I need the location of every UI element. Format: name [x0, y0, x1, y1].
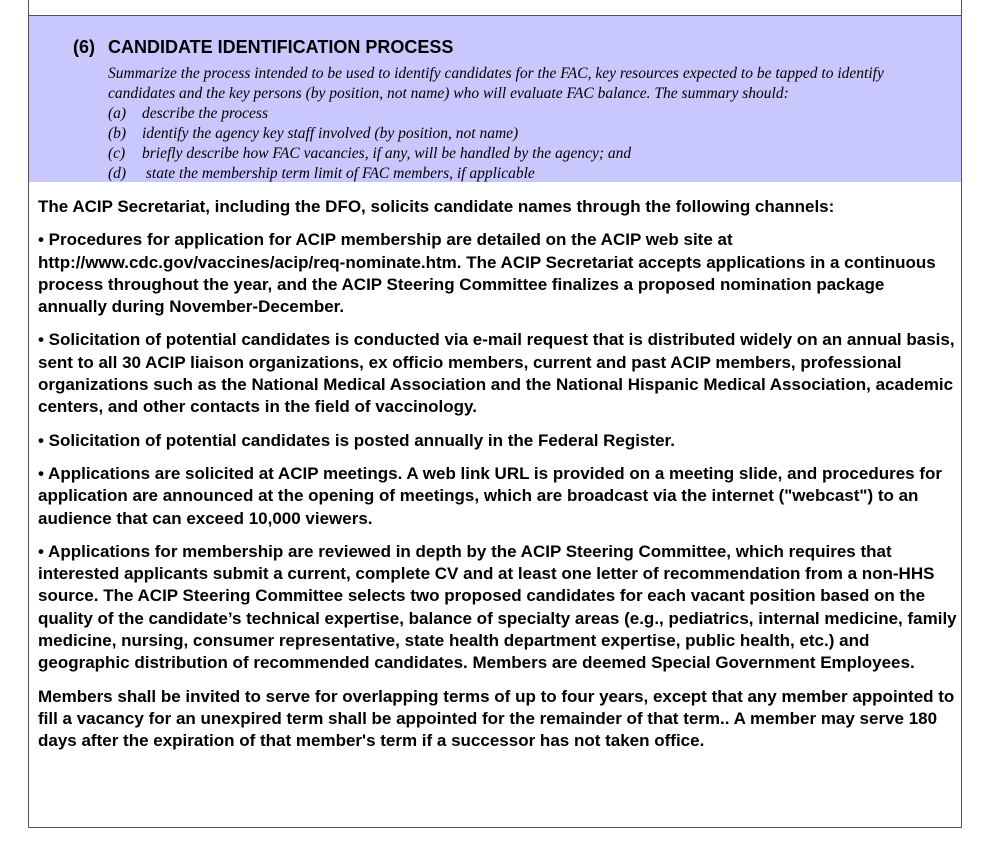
- instruction-item: [108, 124, 948, 144]
- instruction-letter: (b): [108, 125, 127, 142]
- response-box: [28, 182, 962, 828]
- instructions-box: [28, 15, 962, 183]
- instruction-item: [108, 104, 948, 124]
- form-page: [28, 0, 962, 828]
- response-bullet: • Solicitation of potential candidates is posted annually in the Federal Register.: [38, 430, 675, 450]
- instruction-item: [108, 144, 948, 164]
- instructions-text: [108, 64, 948, 184]
- instruction-letter: (a): [108, 105, 127, 122]
- instruction-text: identify the agency key staff involved (by position, not name): [142, 125, 519, 142]
- response-bullet: • Solicitation of potential candidates is conducted via e-mail request that is distributed widely on an annual basis, sent to all 30 ACIP liaison organizations, ex officio members, current and past ACIP members, professional organizations such as the National Medical Association and the National Hispanic Medical Association, academic centers, and other contacts in the field of vaccinology.: [38, 330, 955, 417]
- instruction-letter: (c): [108, 145, 126, 162]
- response-intro: The ACIP Secretariat, including the DFO, solicits candidate names through the following channels:: [38, 197, 835, 216]
- instruction-text: briefly describe how FAC vacancies, if any, will be handled by the agency; and: [142, 145, 632, 162]
- response-bullet: • Procedures for application for ACIP membership are detailed on the ACIP web site at http://www.cdc.gov/vaccines/acip/req-nominate.htm. The ACIP Secretariat accepts applications in a continuous process throughout the year, and the ACIP Steering Committee finalizes a proposed nomination package annually during November-December.: [38, 230, 936, 317]
- section-title: CANDIDATE IDENTIFICATION PROCESS: [108, 37, 454, 57]
- response-bullet: • Applications are solicited at ACIP meetings. A web link URL is provided on a meeting slide, and procedures for application are announced at the opening of meetings, which are broadcast via the internet ("webcast") to an audience that can exceed 10,000 viewers.: [38, 463, 942, 528]
- response-text: [38, 196, 958, 764]
- instruction-letter: (d): [108, 165, 127, 182]
- instruction-text: describe the process: [142, 105, 268, 122]
- instruction-item: [108, 164, 948, 184]
- instructions-summary: Summarize the process intended to be used to identify candidates for the FAC, key resources expected to be tapped to identify candidates and the key persons (by position, not name) who will evaluate FAC balance. The summary should:: [108, 65, 884, 102]
- section-number: (6): [73, 37, 95, 57]
- response-closing: Members shall be invited to serve for overlapping terms of up to four years, except that any member appointed to fill a vacancy for an unexpired term shall be appointed for the remainder of that term.. A member may serve 180 days after the expiration of that member's term if a successor has not taken office.: [38, 686, 955, 751]
- instruction-text: state the membership term limit of FAC members, if applicable: [142, 165, 535, 182]
- previous-section-edge: [28, 0, 962, 15]
- response-bullet: • Applications for membership are reviewed in depth by the ACIP Steering Committee, which requires that interested applicants submit a current, complete CV and at least one letter of recommendation from a non-HHS source. The ACIP Steering Committee selects two proposed candidates for each vacant position based on the quality of the candidate’s technical expertise, balance of specialty areas (e.g., pediatrics, internal medicine, family medicine, nursing, consumer representative, state health department expertise, public health, etc.) and geographic distribution of recommended candidates. Members are deemed Special Government Employees.: [38, 541, 957, 673]
- section-heading: [73, 37, 453, 58]
